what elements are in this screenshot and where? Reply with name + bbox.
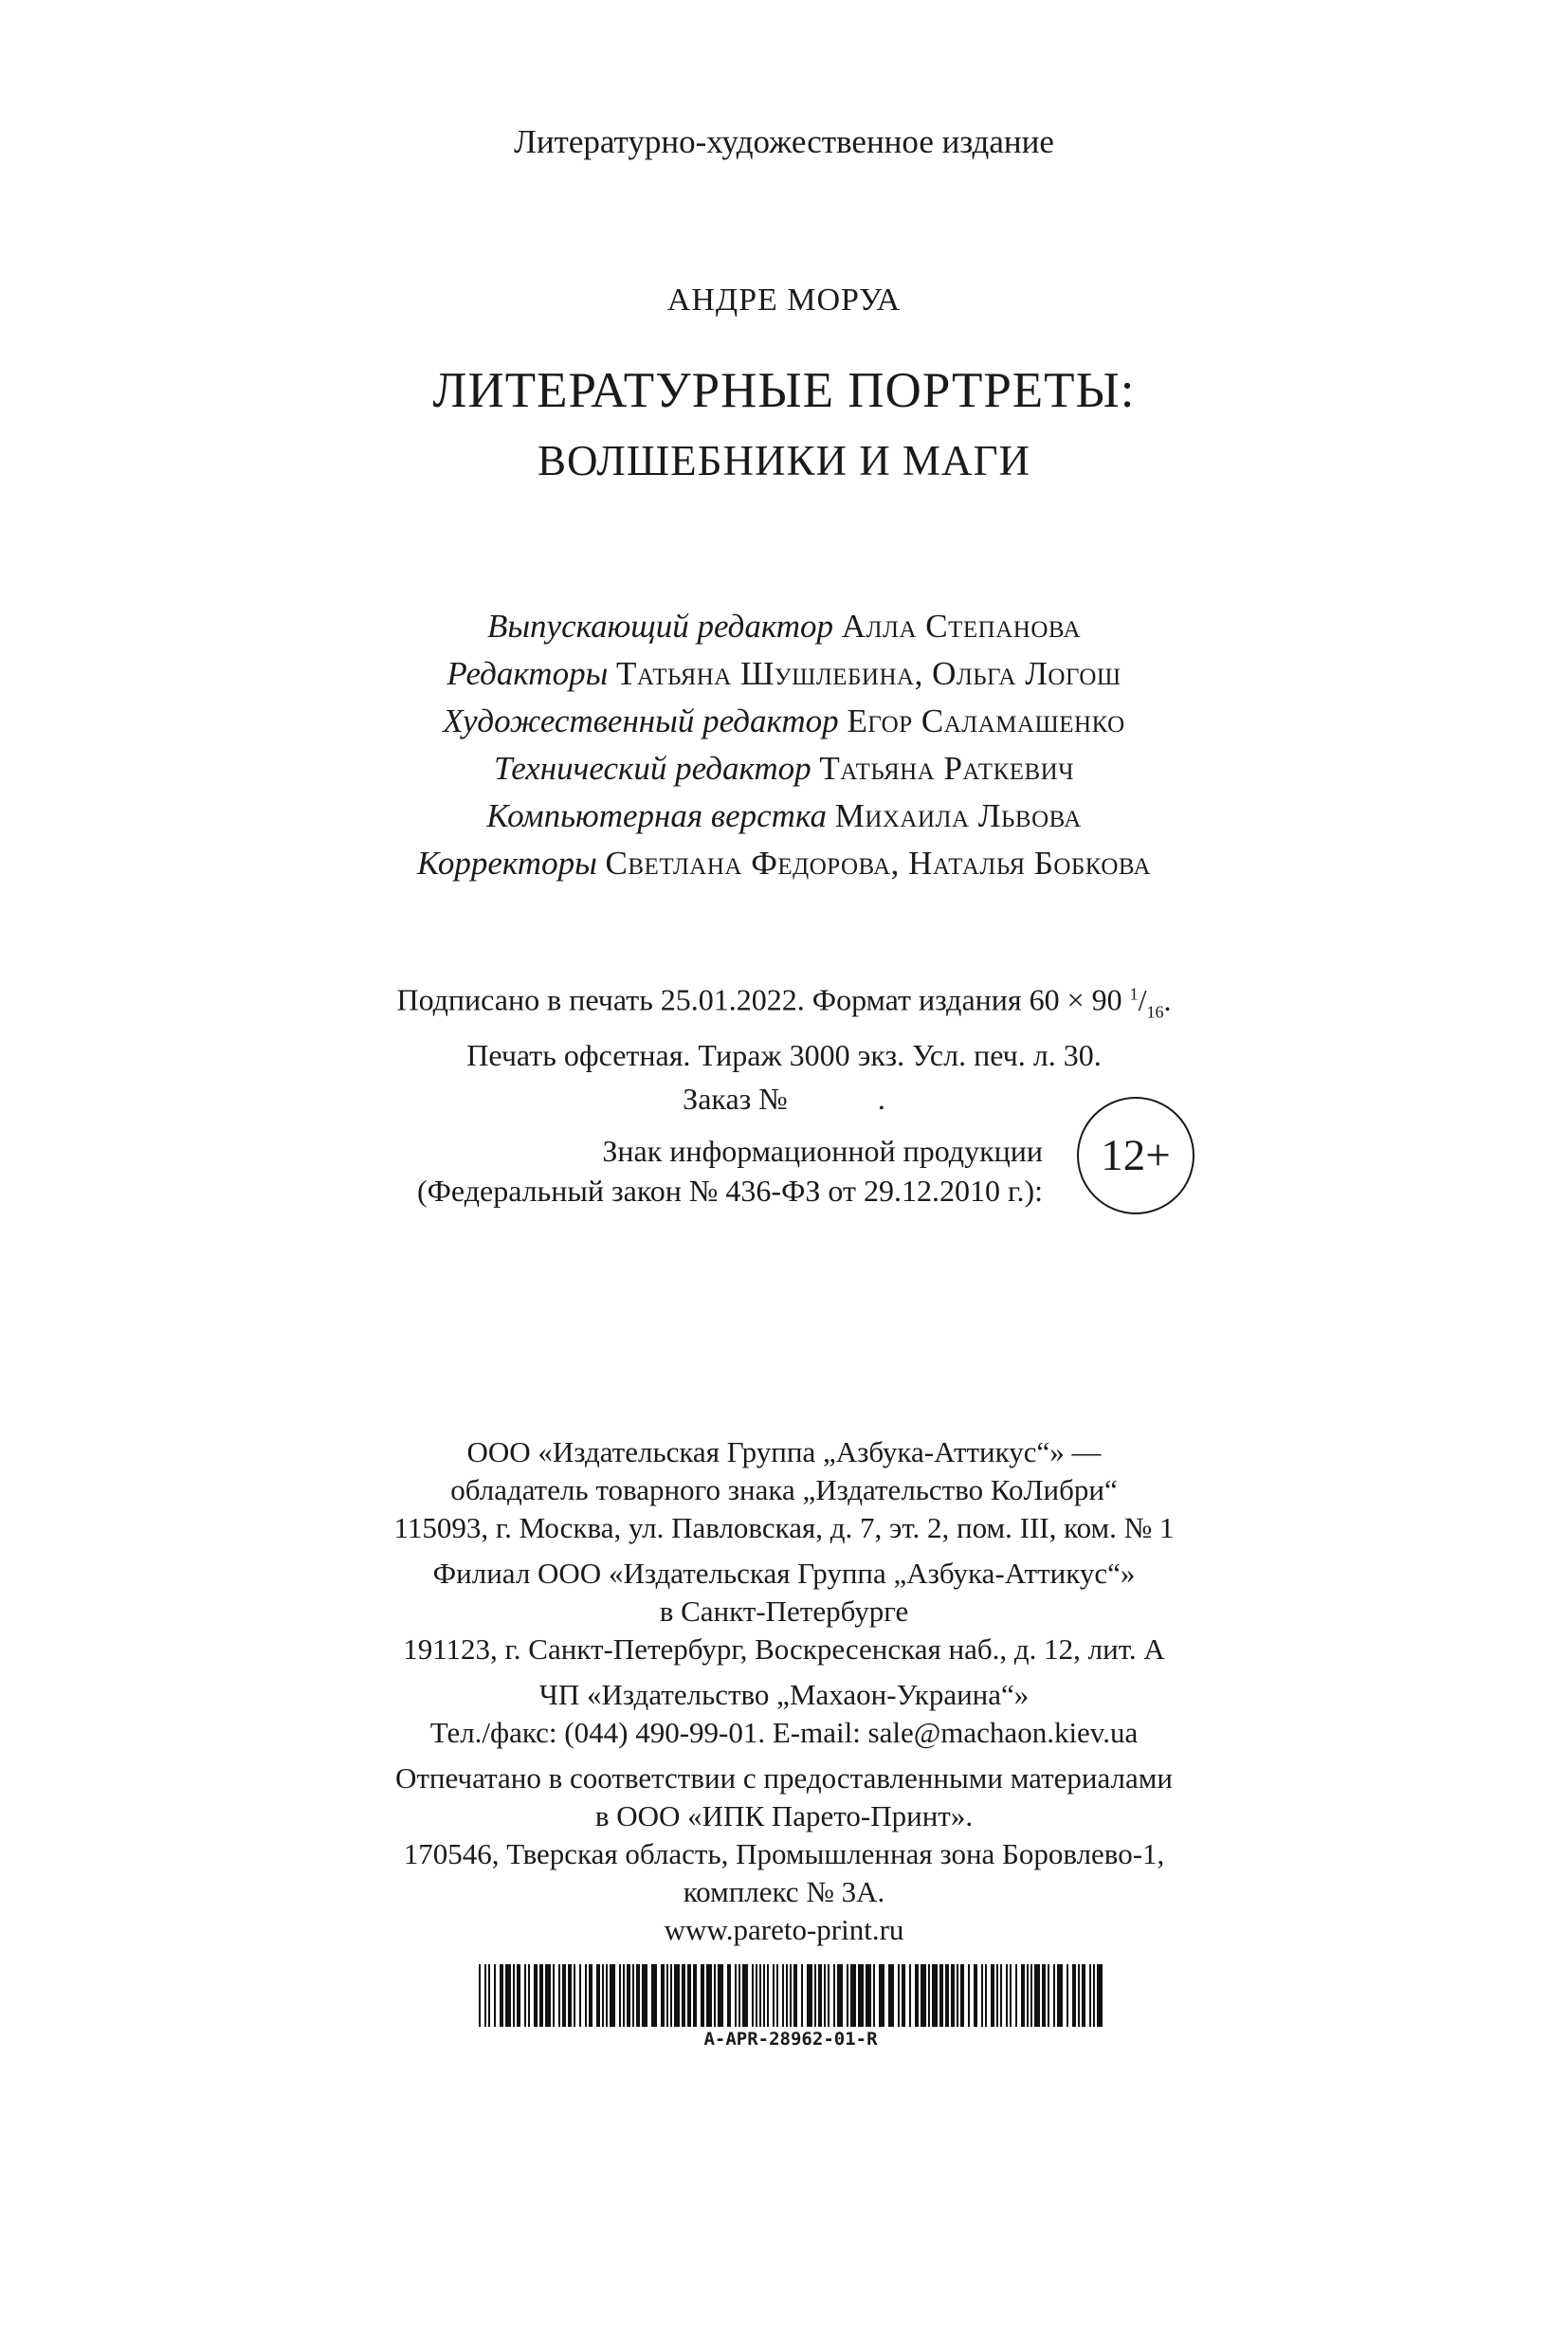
credit-line xyxy=(0,745,1568,793)
publisher-block xyxy=(0,1555,1568,1668)
rating-line-2: (Федеральный закон № 436-ФЗ от 29.12.2010 г.): xyxy=(416,1174,1043,1208)
age-rating-badge: 12+ xyxy=(1077,1097,1194,1214)
publisher-line: Отпечатано в соответствии с предоставленными материалами xyxy=(395,1761,1173,1795)
publisher-line: www.pareto-print.ru xyxy=(664,1913,904,1946)
credit-line xyxy=(0,603,1568,650)
printing-info xyxy=(0,972,1568,1121)
publisher-line: в ООО «ИПК Парето-Принт». xyxy=(594,1799,974,1832)
barcode-label: A-APR-28962-01-R xyxy=(703,2029,878,2050)
credits-list xyxy=(0,603,1568,887)
publisher-line: комплекс № 3А. xyxy=(683,1875,885,1908)
author-name: АНДРЕ МОРУА xyxy=(666,282,902,318)
book-subtitle: ВОЛШЕБНИКИ И МАГИ xyxy=(537,437,1031,484)
book-title: ЛИТЕРАТУРНЫЕ ПОРТРЕТЫ: xyxy=(432,363,1136,418)
publisher-block xyxy=(0,1433,1568,1547)
publisher-line: в Санкт-Петербурге xyxy=(659,1595,909,1628)
publisher-line: 191123, г. Санкт-Петербург, Воскресенская наб., д. 12, лит. А xyxy=(403,1632,1165,1666)
publisher-line: Тел./факс: (044) 490-99-01. E-mail: sale@machaon.kiev.ua xyxy=(429,1716,1139,1749)
credit-role: Редакторы xyxy=(447,655,609,692)
printing-line-1 xyxy=(0,972,1568,1033)
credit-name: Татьяна Раткевич xyxy=(819,750,1074,787)
credit-role: Художественный редактор xyxy=(443,702,839,739)
credit-line xyxy=(0,793,1568,840)
publisher-line: 115093, г. Москва, ул. Павловская, д. 7, эт. 2, пом. III, ком. № 1 xyxy=(393,1511,1175,1544)
credit-line xyxy=(0,840,1568,887)
publisher-line: ООО «Издательская Группа „Азбука-Аттикус“» — xyxy=(466,1435,1102,1468)
credit-name: Татьяна Шушлебина, Ольга Логош xyxy=(616,655,1121,692)
credit-line xyxy=(0,650,1568,698)
credit-name: Алла Степанова xyxy=(841,608,1082,645)
order-label: Заказ № xyxy=(683,1082,788,1117)
publisher-line: ЧП «Издательство „Махаон-Украина“» xyxy=(538,1678,1030,1711)
credit-role: Технический редактор xyxy=(494,750,811,787)
printing-format-text: Подписано в печать 25.01.2022. Формат издания 60 × 90 xyxy=(396,982,1122,1017)
publisher-info xyxy=(0,1433,1568,1957)
order-line: Заказ № . xyxy=(683,1082,885,1117)
format-denominator: 16 xyxy=(1146,1002,1164,1022)
credit-name: Егор Саламашенко xyxy=(847,702,1125,739)
publisher-line: обладатель товарного знака „Издательство КоЛибри“ xyxy=(450,1473,1118,1506)
barcode xyxy=(479,1964,1103,2027)
publisher-line: 170546, Тверская область, Промышленная зона Боровлево-1, xyxy=(403,1837,1165,1870)
credit-name: Светлана Федорова, Наталья Бобкова xyxy=(605,845,1152,882)
printing-line-2: Печать офсетная. Тираж 3000 экз. Усл. печ. л. 30. xyxy=(466,1038,1102,1073)
publisher-block xyxy=(0,1676,1568,1752)
info-product-label xyxy=(360,1131,1043,1211)
rating-line-1: Знак информационной продукции xyxy=(602,1134,1043,1168)
credit-role: Выпускающий редактор xyxy=(486,608,834,645)
publisher-block xyxy=(0,1759,1568,1949)
credit-line xyxy=(0,698,1568,745)
format-fraction: $^1/_{16}$. xyxy=(1129,982,1172,1022)
credit-name: Михаила Львова xyxy=(834,797,1082,834)
credit-role: Компьютерная верстка xyxy=(486,797,827,834)
publisher-line: Филиал ООО «Издательская Группа „Азбука-Аттикус“» xyxy=(432,1557,1136,1590)
format-numerator: 1 xyxy=(1129,984,1139,1003)
edition-type: Литературно-художественное издание xyxy=(514,123,1054,160)
credit-role: Корректоры xyxy=(416,845,597,882)
